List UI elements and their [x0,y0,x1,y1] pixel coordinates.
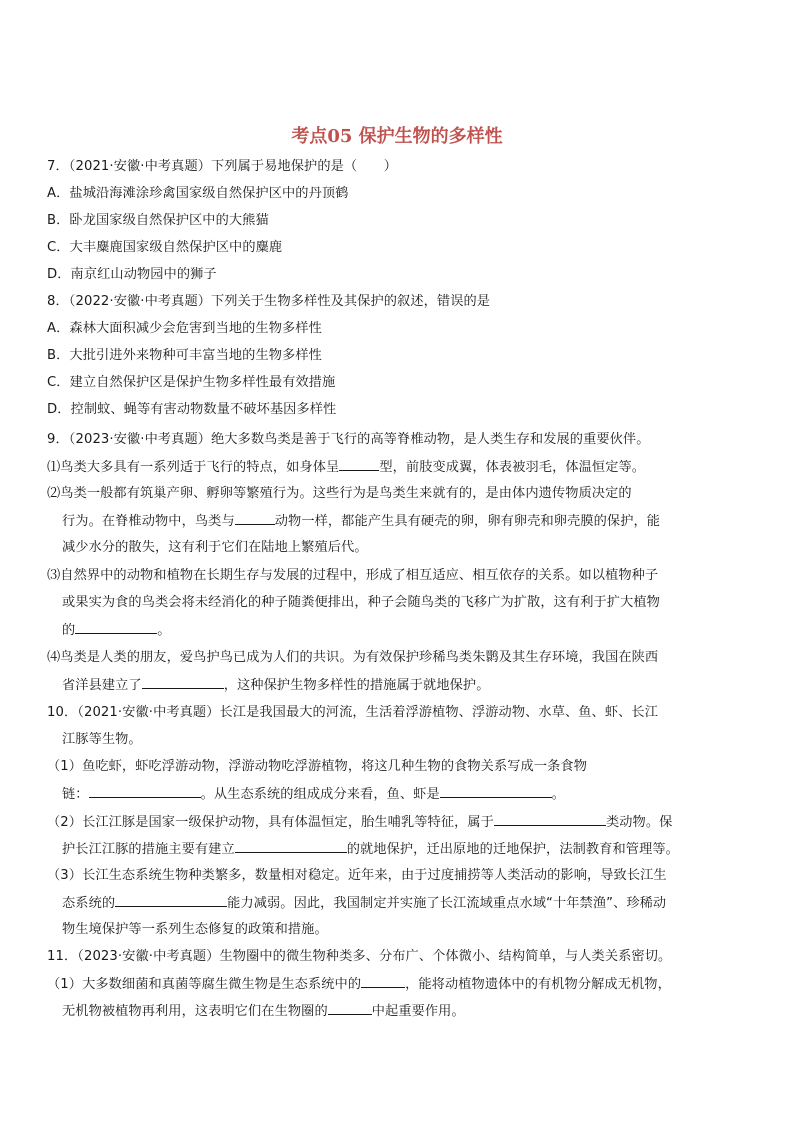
question-11-part-1: （1）大多数细菌和真菌等腐生微生物是生态系统中的 ，能将动植物遗体中的有机物分解成无机物， [47,974,671,995]
question-9-part-4-cont: 省洋县建立了 ，这种保护生物多样性的措施属于就地保护。 [62,675,489,696]
question-7-stem: 7．（2021·安徽·中考真题）下列属于易地保护的是（ ） [47,159,398,174]
answer-blank [235,839,347,853]
answer-blank [115,893,227,907]
question-9-part-1: ⑴鸟类大多具有一系列适于飞行的特点，如身体呈 型，前肢变成翼，体表被羽毛，体温恒定等。 [47,457,645,478]
answer-blank [361,974,405,988]
answer-blank [440,784,552,798]
question-9-part-4: ⑷鸟类是人类的朋友，爱鸟护鸟已成为人们的共识。为有效保护珍稀鸟类朱鹮及其生存环境，我国在陕西 [47,650,659,665]
question-9-part-3-end: 的 。 [62,620,171,641]
question-10-part-3-cont: 态系统的 能力减弱。因此，我国制定并实施了长江流域重点水域“十年禁渔”、珍稀动 [62,893,666,914]
question-8-option-c: C．建立自然保护区是保护生物多样性最有效措施 [47,375,336,390]
question-11-part-1-cont: 无机物被植物再利用，这表明它们在生物圈的 中起重要作用。 [62,1001,465,1022]
question-8-option-a: A．森林大面积减少会危害到当地的生物多样性 [47,321,322,336]
question-7-option-a: A．盐城沿海滩涂珍禽国家级自然保护区中的丹顶鹤 [47,186,349,201]
question-7-option-c: C．大丰麋鹿国家级自然保护区中的麋鹿 [47,240,283,255]
question-10-part-1: （1）鱼吃虾，虾吃浮游动物，浮游动物吃浮游植物，将这几种生物的食物关系写成一条食物 [47,759,587,774]
answer-blank [89,784,201,798]
answer-blank [235,511,275,525]
question-9-part-2: ⑵鸟类一般都有筑巢产卵、孵卵等繁殖行为。这些行为是鸟类生来就有的，是由体内遗传物质决定的 [47,486,632,501]
question-8-stem: 8．（2022·安徽·中考真题）下列关于生物多样性及其保护的叙述，错误的是 [47,294,491,309]
question-10-part-2: （2）长江江豚是国家一级保护动物，具有体温恒定，胎生哺乳等特征，属于 类动物。保 [47,812,672,833]
question-10-stem: 10．（2021·安徽·中考真题）长江是我国最大的河流，生活着浮游植物、浮游动物、水草、鱼、虾、长江 [47,705,658,720]
page-title: 考点05 保护生物的多样性 [291,126,503,147]
question-10-part-3: （3）长江生态系统生物种类繁多，数量相对稳定。近年来，由于过度捕捞等人类活动的影响，导致长江生 [47,868,667,883]
question-7-option-b: B．卧龙国家级自然保护区中的大熊猫 [47,213,269,228]
answer-blank [75,620,157,634]
question-8-option-d: D．控制蚊、蝇等有害动物数量不破坏基因多样性 [47,402,337,417]
question-10-stem-cont: 江豚等生物。 [62,732,142,747]
question-9-stem: 9．（2023·安徽·中考真题）绝大多数鸟类是善于飞行的高等脊椎动物，是人类生存和发展的重要伙伴。 [47,432,650,447]
question-9-part-2-end: 减少水分的散失，这有利于它们在陆地上繁殖后代。 [62,540,368,555]
answer-blank [328,1001,372,1015]
question-10-part-2-cont: 护长江江豚的措施主要有建立 的就地保护，迁出原地的迁地保护，法制教育和管理等。 [62,839,679,860]
question-10-part-3-end: 物生境保护等一系列生态修复的政策和措施。 [62,922,328,937]
question-8-option-b: B．大批引进外来物种可丰富当地的生物多样性 [47,348,322,363]
answer-blank [142,675,224,689]
question-10-part-1-cont: 链： 。从生态系统的组成成分来看，鱼、虾是 。 [62,784,565,805]
question-9-part-2-cont: 行为。在脊椎动物中，鸟类与 动物一样，都能产生具有硬壳的卵，卵有卵壳和卵壳膜的保护，能 [62,511,660,532]
question-9-part-3: ⑶自然界中的动物和植物在长期生存与发展的过程中，形成了相互适应、相互依存的关系。如以植物种子 [47,568,659,583]
question-11-stem: 11．（2023·安徽·中考真题）生物圈中的微生物种类多、分布广、个体微小、结构简单，与人类关系密切。 [47,949,672,964]
answer-blank [339,457,379,471]
question-9-part-3-cont: 或果实为食的鸟类会将未经消化的种子随粪便排出，种子会随鸟类的飞移广为扩散，这有利于扩大植物 [62,595,660,610]
answer-blank [494,812,606,826]
question-7-option-d: D．南京红山动物园中的狮子 [47,267,217,282]
